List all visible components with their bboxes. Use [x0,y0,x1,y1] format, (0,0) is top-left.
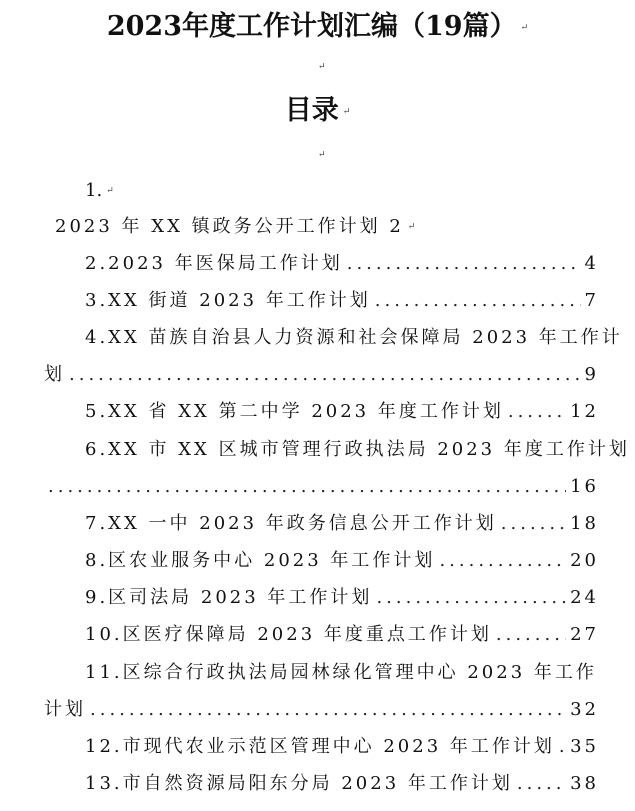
toc-item[interactable]: 6.XX 市 XX 区城市管理行政执法局 2023 年度工作计划 [85,439,630,460]
leader-dots [69,362,581,388]
page-number: 35 [570,736,599,757]
page-number: 20 [570,550,599,571]
toc-item-continuation[interactable]: 计划 ..... 32 [44,697,599,723]
document-title: 2023年度工作计划汇编（19篇） ↵ [106,11,529,42]
toc-item-continuation[interactable] [44,474,599,500]
toc-item[interactable]: 5.XX 省 XX 第二中学 2023 年度工作计划 ..... 12 [85,399,599,425]
page-number: 16 [570,476,599,497]
toc-item-1-number[interactable]: 1. ↵ [85,180,114,201]
page-number: 27 [570,624,599,645]
leader-dots [439,548,566,574]
toc-item-1[interactable]: 2023 年 XX 镇政务公开工作计划 2 ↵ [55,216,419,237]
leader-dots [517,771,566,797]
toc-heading: 目录 ↵ [284,95,351,126]
page-number: 7 [584,290,599,311]
toc-item[interactable]: 13.市自然资源局阳东分局 2023 年工作计划 ..... 38 [85,771,599,797]
page-number: 9 [584,364,599,385]
toc-item[interactable]: 2.2023 年医保局工作计划 ..... 4 [85,251,599,277]
leader-dots [376,585,566,611]
paragraph-mark-icon: ↵ [318,62,326,72]
page-number: 32 [570,699,599,720]
leader-dots [496,622,566,648]
paragraph-mark-icon: ↵ [342,106,351,117]
page-number: 4 [584,253,599,274]
leader-dots [559,734,566,760]
page-number: 12 [570,401,599,422]
toc-item[interactable]: 4.XX 苗族自治县人力资源和社会保障局 2023 年工作计 [85,327,623,348]
toc-item[interactable]: 7.XX 一中 2023 年政务信息公开工作计划 ..... 18 [85,511,599,537]
toc-item[interactable]: 11.区综合行政执法局园林绿化管理中心 2023 年工作 [85,662,597,683]
toc-item[interactable]: 8.区农业服务中心 2023 年工作计划 ..... 20 [85,548,599,574]
leader-dots [90,697,566,723]
toc-item[interactable]: 9.区司法局 2023 年工作计划 ..... 24 [85,585,599,611]
page-number: 38 [570,773,599,794]
toc-item-continuation[interactable]: 划 ..... 9 [44,362,599,388]
paragraph-mark-icon: ↵ [407,222,419,232]
leader-dots [48,474,566,500]
page-number: 24 [570,587,599,608]
leader-dots [347,251,581,277]
paragraph-mark-icon: ↵ [106,186,114,196]
toc-item[interactable]: 12.市现代农业示范区管理中心 2023 年工作计划 ..... 35 [85,734,599,760]
page-number: 18 [570,513,599,534]
paragraph-mark-icon: ↵ [318,150,326,160]
paragraph-mark-icon: ↵ [520,22,529,33]
leader-dots [501,511,566,537]
toc-item[interactable]: 10.区医疗保障局 2023 年度重点工作计划 ..... 27 [85,622,599,648]
leader-dots [375,288,581,314]
toc-item[interactable]: 3.XX 街道 2023 年工作计划 ..... 7 [85,288,599,314]
leader-dots [508,399,566,425]
